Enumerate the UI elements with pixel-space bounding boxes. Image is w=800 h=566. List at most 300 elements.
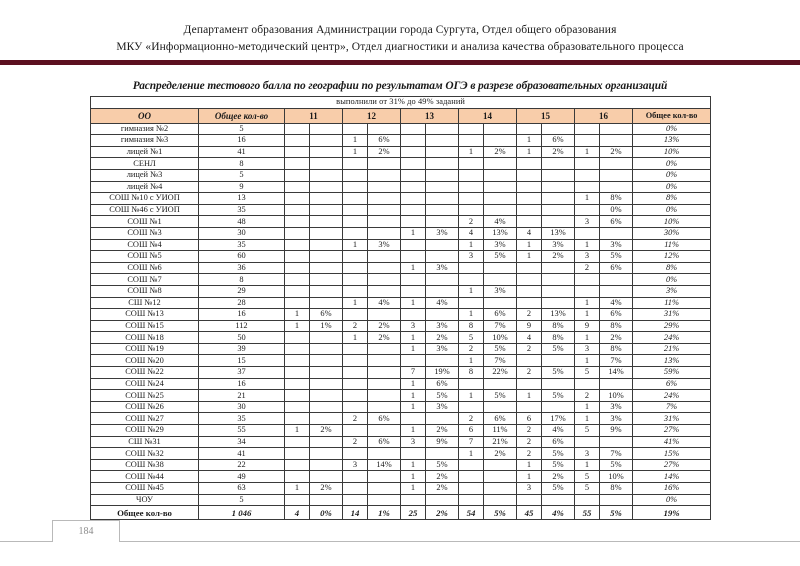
row-score-percent [542, 262, 575, 274]
row-score-count: 1 [575, 332, 600, 344]
row-score-count [285, 297, 310, 309]
row-score-percent [600, 378, 633, 390]
row-score-percent [310, 239, 343, 251]
row-score-percent [542, 285, 575, 297]
row-score-count [285, 158, 310, 170]
row-score-count: 1 [285, 425, 310, 437]
row-total-percent: 31% [633, 309, 711, 321]
row-score-count: 1 [401, 332, 426, 344]
row-total-count: 28 [199, 297, 285, 309]
row-score-percent [600, 494, 633, 506]
row-score-percent: 7% [484, 320, 517, 332]
row-total-percent: 6% [633, 378, 711, 390]
row-organization-name: гимназия №2 [91, 123, 199, 135]
row-total-count: 50 [199, 332, 285, 344]
totals-score-count: 55 [575, 506, 600, 520]
row-total-percent: 8% [633, 193, 711, 205]
row-score-count: 1 [459, 309, 484, 321]
row-total-percent: 0% [633, 274, 711, 286]
row-organization-name: СЕНЛ [91, 158, 199, 170]
row-score-count [517, 216, 542, 228]
row-organization-name: СОШ №8 [91, 285, 199, 297]
row-organization-name: СОШ №24 [91, 378, 199, 390]
row-score-percent [368, 204, 401, 216]
row-score-percent [542, 355, 575, 367]
row-score-count: 1 [517, 251, 542, 263]
row-score-percent: 3% [600, 413, 633, 425]
row-score-percent [484, 135, 517, 147]
row-total-percent: 0% [633, 158, 711, 170]
row-total-count: 5 [199, 169, 285, 181]
row-score-percent [310, 193, 343, 205]
row-score-count: 5 [575, 425, 600, 437]
row-total-count: 35 [199, 239, 285, 251]
row-score-percent [368, 483, 401, 495]
row-score-count: 2 [343, 320, 368, 332]
row-score-percent [310, 274, 343, 286]
row-score-percent: 2% [484, 448, 517, 460]
row-score-count [517, 297, 542, 309]
row-score-percent [368, 471, 401, 483]
row-score-percent [426, 251, 459, 263]
row-score-count: 1 [575, 309, 600, 321]
row-score-percent [310, 355, 343, 367]
row-score-count [401, 146, 426, 158]
row-score-count: 1 [401, 471, 426, 483]
row-score-percent: 3% [600, 401, 633, 413]
row-score-percent [310, 169, 343, 181]
row-score-percent: 2% [542, 471, 575, 483]
row-score-count [401, 216, 426, 228]
row-score-count [575, 135, 600, 147]
row-score-count: 2 [517, 343, 542, 355]
row-organization-name: СОШ №1 [91, 216, 199, 228]
row-score-percent: 2% [484, 146, 517, 158]
row-score-percent [542, 158, 575, 170]
row-organization-name: СОШ №46 с УИОП [91, 204, 199, 216]
row-score-count [401, 169, 426, 181]
row-score-percent [600, 158, 633, 170]
row-organization-name: СОШ №4 [91, 239, 199, 251]
row-score-count [285, 146, 310, 158]
row-score-count [401, 123, 426, 135]
row-score-count: 5 [459, 332, 484, 344]
row-total-percent: 29% [633, 320, 711, 332]
row-score-percent [426, 309, 459, 321]
table-row [91, 123, 711, 135]
row-score-percent [600, 123, 633, 135]
row-score-count [343, 425, 368, 437]
row-total-percent: 24% [633, 332, 711, 344]
row-score-percent [542, 494, 575, 506]
row-score-count: 1 [459, 390, 484, 402]
row-score-percent [368, 390, 401, 402]
row-total-count: 9 [199, 181, 285, 193]
row-score-percent [310, 123, 343, 135]
row-total-percent: 27% [633, 425, 711, 437]
row-total-count: 36 [199, 262, 285, 274]
row-total-percent: 0% [633, 181, 711, 193]
row-score-count [575, 123, 600, 135]
row-score-percent [310, 448, 343, 460]
row-organization-name: СОШ №29 [91, 425, 199, 437]
row-organization-name: СОШ №19 [91, 343, 199, 355]
row-total-count: 48 [199, 216, 285, 228]
row-score-percent: 2% [542, 251, 575, 263]
row-total-count: 5 [199, 123, 285, 135]
totals-score-percent: 1% [368, 506, 401, 520]
row-score-count: 3 [575, 251, 600, 263]
row-score-percent [484, 193, 517, 205]
row-score-percent [484, 181, 517, 193]
row-score-count: 1 [517, 390, 542, 402]
row-score-count: 2 [575, 262, 600, 274]
row-score-count: 1 [343, 146, 368, 158]
row-score-count [401, 448, 426, 460]
row-score-percent: 3% [426, 343, 459, 355]
row-score-count [285, 216, 310, 228]
row-score-count: 1 [401, 297, 426, 309]
row-score-percent [368, 367, 401, 379]
row-score-count: 3 [575, 448, 600, 460]
row-total-count: 16 [199, 378, 285, 390]
row-score-percent [600, 436, 633, 448]
row-score-count [343, 181, 368, 193]
row-score-count: 1 [285, 483, 310, 495]
row-score-count [575, 181, 600, 193]
row-score-percent [310, 285, 343, 297]
row-score-count [459, 204, 484, 216]
row-score-percent [600, 135, 633, 147]
row-score-count: 9 [517, 320, 542, 332]
row-score-count [285, 471, 310, 483]
row-score-count [343, 448, 368, 460]
row-score-percent [368, 216, 401, 228]
table-row [91, 181, 711, 193]
row-score-percent [484, 378, 517, 390]
row-score-count [459, 135, 484, 147]
row-score-percent [310, 459, 343, 471]
row-score-percent: 8% [600, 343, 633, 355]
row-score-percent [426, 355, 459, 367]
row-total-percent: 15% [633, 448, 711, 460]
row-score-count: 6 [459, 425, 484, 437]
table-row [91, 425, 711, 437]
row-score-count [575, 274, 600, 286]
row-score-count: 4 [517, 227, 542, 239]
row-organization-name: СОШ №32 [91, 448, 199, 460]
row-score-percent: 2% [542, 146, 575, 158]
row-total-count: 29 [199, 285, 285, 297]
row-score-percent: 8% [600, 483, 633, 495]
row-score-percent: 8% [600, 193, 633, 205]
table-row [91, 390, 711, 402]
totals-total-percent: 19% [633, 506, 711, 520]
row-score-count [343, 251, 368, 263]
row-organization-name: СШ №31 [91, 436, 199, 448]
row-score-percent [368, 309, 401, 321]
row-total-percent: 10% [633, 216, 711, 228]
row-total-count: 22 [199, 459, 285, 471]
row-score-count [285, 390, 310, 402]
table-row [91, 169, 711, 181]
table-row [91, 367, 711, 379]
row-score-count [401, 274, 426, 286]
row-organization-name: СОШ №38 [91, 459, 199, 471]
table-row [91, 343, 711, 355]
totals-score-percent: 5% [600, 506, 633, 520]
row-score-percent: 17% [542, 413, 575, 425]
row-score-percent: 4% [484, 216, 517, 228]
row-score-count: 1 [401, 378, 426, 390]
totals-score-count: 25 [401, 506, 426, 520]
row-score-percent: 5% [426, 459, 459, 471]
row-score-percent [484, 158, 517, 170]
row-score-percent [600, 227, 633, 239]
row-score-percent [310, 146, 343, 158]
row-total-percent: 41% [633, 436, 711, 448]
row-score-count [343, 367, 368, 379]
row-score-percent [542, 123, 575, 135]
row-total-count: 30 [199, 227, 285, 239]
totals-total-count: 1 046 [199, 506, 285, 520]
row-score-count: 1 [517, 459, 542, 471]
row-organization-name: СШ №12 [91, 297, 199, 309]
row-score-count: 3 [401, 436, 426, 448]
row-score-percent [310, 262, 343, 274]
row-total-percent: 27% [633, 459, 711, 471]
row-total-percent: 7% [633, 401, 711, 413]
row-score-percent [426, 413, 459, 425]
row-organization-name: СОШ №13 [91, 309, 199, 321]
row-score-count [285, 204, 310, 216]
row-score-count [343, 262, 368, 274]
row-score-percent [368, 494, 401, 506]
row-score-count [343, 193, 368, 205]
row-score-count [459, 123, 484, 135]
row-score-count [575, 285, 600, 297]
row-total-count: 49 [199, 471, 285, 483]
row-score-count [517, 285, 542, 297]
row-total-percent: 0% [633, 204, 711, 216]
row-score-percent: 5% [542, 483, 575, 495]
row-score-percent [426, 135, 459, 147]
row-total-percent: 3% [633, 285, 711, 297]
row-score-percent: 5% [542, 390, 575, 402]
row-score-percent [310, 135, 343, 147]
row-score-percent [542, 216, 575, 228]
column-header-score-16: 16 [575, 108, 633, 123]
row-score-count: 1 [401, 401, 426, 413]
row-score-percent: 13% [542, 227, 575, 239]
row-score-percent: 3% [368, 239, 401, 251]
row-score-percent: 5% [542, 448, 575, 460]
row-total-count: 8 [199, 274, 285, 286]
footer-rule-right [119, 541, 800, 542]
row-total-count: 35 [199, 204, 285, 216]
row-score-count: 1 [575, 413, 600, 425]
row-total-count: 55 [199, 425, 285, 437]
table-row [91, 239, 711, 251]
row-total-percent: 13% [633, 355, 711, 367]
row-score-percent: 2% [600, 146, 633, 158]
row-score-percent [426, 123, 459, 135]
row-organization-name: лицей №4 [91, 181, 199, 193]
row-score-count [343, 494, 368, 506]
row-score-percent: 4% [368, 297, 401, 309]
row-score-percent: 6% [368, 135, 401, 147]
row-score-count: 4 [459, 227, 484, 239]
row-score-count [285, 181, 310, 193]
row-score-percent: 19% [426, 367, 459, 379]
footer-rule-left [0, 541, 53, 542]
row-score-count [459, 401, 484, 413]
row-score-count: 2 [575, 390, 600, 402]
row-score-count [343, 343, 368, 355]
row-score-percent [542, 204, 575, 216]
row-score-percent: 3% [542, 239, 575, 251]
row-score-count [459, 274, 484, 286]
row-score-percent [484, 297, 517, 309]
row-score-count: 1 [343, 297, 368, 309]
row-score-percent: 6% [542, 436, 575, 448]
row-score-count: 7 [401, 367, 426, 379]
row-score-percent [484, 123, 517, 135]
row-score-percent: 14% [600, 367, 633, 379]
row-score-percent: 22% [484, 367, 517, 379]
row-score-percent [484, 471, 517, 483]
table-row [91, 135, 711, 147]
row-score-percent: 6% [426, 378, 459, 390]
row-score-percent [484, 401, 517, 413]
row-score-count [459, 158, 484, 170]
row-score-percent: 3% [426, 320, 459, 332]
row-score-count [285, 332, 310, 344]
table-row [91, 158, 711, 170]
row-total-percent: 16% [633, 483, 711, 495]
column-header-score-13: 13 [401, 108, 459, 123]
row-score-count [459, 181, 484, 193]
row-organization-name: СОШ №15 [91, 320, 199, 332]
row-score-count: 1 [575, 401, 600, 413]
row-score-count [517, 401, 542, 413]
row-organization-name: СОШ №7 [91, 274, 199, 286]
table-row [91, 274, 711, 286]
row-score-count [575, 378, 600, 390]
row-score-count [459, 262, 484, 274]
row-score-count: 1 [517, 135, 542, 147]
row-score-count [401, 413, 426, 425]
row-score-percent: 5% [600, 251, 633, 263]
row-total-percent: 8% [633, 262, 711, 274]
row-score-percent [484, 483, 517, 495]
totals-score-count: 14 [343, 506, 368, 520]
row-score-count: 9 [575, 320, 600, 332]
row-score-percent: 2% [600, 332, 633, 344]
row-score-count [517, 158, 542, 170]
row-score-count: 3 [575, 216, 600, 228]
row-score-percent: 4% [600, 297, 633, 309]
row-score-percent: 6% [542, 135, 575, 147]
row-total-count: 16 [199, 135, 285, 147]
row-score-count [343, 169, 368, 181]
row-score-count [401, 158, 426, 170]
row-score-count [343, 285, 368, 297]
table-row [91, 262, 711, 274]
row-score-percent: 3% [600, 239, 633, 251]
row-score-percent: 4% [542, 425, 575, 437]
column-header-total-pct: Общее кол-во [633, 108, 711, 123]
row-score-percent [368, 181, 401, 193]
row-score-percent: 8% [600, 320, 633, 332]
row-score-percent [310, 227, 343, 239]
row-score-count [285, 239, 310, 251]
row-organization-name: СОШ №6 [91, 262, 199, 274]
row-score-count [517, 193, 542, 205]
row-score-percent: 3% [426, 227, 459, 239]
row-score-count: 1 [459, 146, 484, 158]
row-score-count: 1 [517, 471, 542, 483]
row-score-count [575, 227, 600, 239]
row-total-count: 16 [199, 309, 285, 321]
row-score-count: 1 [401, 390, 426, 402]
row-score-percent [368, 158, 401, 170]
row-score-count [401, 251, 426, 263]
row-score-percent: 2% [426, 425, 459, 437]
row-total-percent: 0% [633, 169, 711, 181]
row-score-percent: 7% [600, 355, 633, 367]
row-score-percent: 1% [310, 320, 343, 332]
column-header-total-count: Общее кол-во [199, 108, 285, 123]
table-row [91, 309, 711, 321]
row-score-count: 3 [401, 320, 426, 332]
row-total-count: 13 [199, 193, 285, 205]
row-organization-name: СОШ №3 [91, 227, 199, 239]
row-score-count [459, 471, 484, 483]
row-score-count [285, 262, 310, 274]
row-score-count: 1 [343, 239, 368, 251]
row-organization-name: СОШ №18 [91, 332, 199, 344]
row-score-percent: 6% [484, 309, 517, 321]
row-organization-name: лицей №1 [91, 146, 199, 158]
row-score-count [517, 204, 542, 216]
table-row [91, 285, 711, 297]
row-score-percent [310, 181, 343, 193]
row-total-percent: 24% [633, 390, 711, 402]
table-row [91, 378, 711, 390]
row-score-count: 2 [343, 436, 368, 448]
row-score-percent [310, 494, 343, 506]
row-score-count [517, 355, 542, 367]
row-score-percent: 10% [484, 332, 517, 344]
row-score-percent: 6% [310, 309, 343, 321]
row-total-count: 37 [199, 367, 285, 379]
totals-label: Общее кол-во [91, 506, 199, 520]
row-score-count: 2 [343, 413, 368, 425]
row-score-percent [368, 285, 401, 297]
row-score-count [285, 367, 310, 379]
row-total-count: 21 [199, 390, 285, 402]
row-score-percent [310, 367, 343, 379]
row-score-percent: 2% [368, 332, 401, 344]
row-score-count [343, 471, 368, 483]
row-score-percent: 9% [600, 425, 633, 437]
row-total-count: 41 [199, 146, 285, 158]
row-score-count: 2 [517, 448, 542, 460]
row-total-percent: 59% [633, 367, 711, 379]
row-score-count: 3 [343, 459, 368, 471]
totals-score-count: 45 [517, 506, 542, 520]
